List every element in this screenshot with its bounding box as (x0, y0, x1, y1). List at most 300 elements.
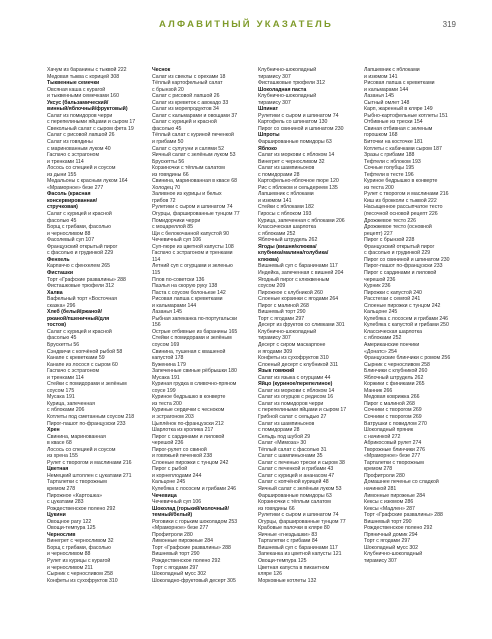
index-entry: Пирог со свининой и шпинатом 230 (364, 256, 450, 263)
index-entry: Рулетики с сыром и шпинатом 74 (258, 112, 339, 119)
index-entry: Картофельно-яблочное пюре 120 (258, 178, 339, 185)
index-entry: Зразы с грибами 188 (364, 152, 415, 159)
index-entry: Свинина, тушеная с квашеной (152, 348, 226, 355)
index-entry: Расстегаи с семгой 241 (364, 296, 421, 303)
index-entry: в квасе 68 (47, 440, 72, 447)
index-entry: Салат с шампиньонами 35 (258, 453, 323, 460)
index-entry: Тарталетки с творожным (47, 479, 107, 486)
index-entry: Творожные блинчики 276 (364, 446, 426, 453)
index-entry: Рисовая лапша с креветками (364, 80, 435, 87)
index-entry: кремом 278 (47, 486, 76, 492)
index-entry: Абрикосовый рулет 274 (364, 440, 422, 447)
index-entry: Огурцы, фаршированные тунцом 77 (258, 518, 346, 525)
index-entry: Кальцоне 245 (152, 479, 186, 486)
index-entry: Морковные котлеты 132 (258, 577, 317, 584)
index-entry: Пирог-рулет со свиной (152, 446, 207, 453)
index-entry: Стейки с яблоками 182 (258, 204, 314, 211)
index-entry: Тарталетки с творожным (364, 459, 424, 466)
index-entry: Отбивные из трески 154 (364, 119, 423, 126)
index-entry: из говядины 66 (258, 505, 295, 512)
index-entry: Вишневый суп с баранинами 117 (258, 544, 338, 551)
index-heading: Язык говяжий (258, 368, 295, 375)
index-entry: Салат «Мимоза» 30 (258, 440, 307, 447)
index-entry: Паэлья на скорую руку 138 (152, 283, 218, 290)
index-entry: с начинкой 272 (364, 433, 401, 440)
index-entry: Стейки с помидорами и зелёным (152, 335, 232, 342)
index-heading: Тыквенные семечки (47, 80, 100, 87)
index-entry: Сырник с черносливом 258 (364, 361, 430, 368)
index-entry: Тефтели в тесте 196 (364, 171, 414, 178)
index-entry: Огурцы, фаршированные тунцом 77 (152, 211, 240, 218)
index-entry: Салат с кальмарами и овощами 37 (152, 112, 238, 119)
page-header (0, 19, 492, 35)
index-entry: Салат с рисовой лапшой 26 (152, 93, 220, 100)
index-entry: Заливное из курицы и белых (152, 191, 222, 198)
index-entry: 115 (152, 269, 161, 276)
index-entry: и кальмарами 144 (152, 302, 197, 309)
index-entry: соусом 169 (152, 341, 180, 348)
index-entry: 156 (152, 322, 161, 329)
index-entry: Овсяная каша с курагой (47, 86, 106, 93)
index-entry: Конфеты из сухофруктов 310 (258, 355, 329, 362)
page-number: 319 (442, 20, 456, 29)
index-entry: Французские блинчики с ромом 256 (364, 355, 451, 362)
index-entry: Пирог со свининой и шпинатом 230 (258, 125, 344, 132)
index-entry: грибов 72 (152, 197, 176, 204)
index-entry: тирамису 307 (364, 558, 397, 565)
index-entry: Свинина, маринованная (47, 433, 106, 440)
index-heading: Фисташки (47, 269, 74, 276)
index-entry: Профитроли 280 (152, 531, 193, 538)
index-entry: Слоеный десерт с клубникой 311 (258, 361, 339, 368)
index-entry: Куриное бедрышко в конверте (152, 394, 226, 401)
index-column-2 (152, 67, 246, 633)
index-entry: Торт с ягодами 297 (258, 315, 305, 322)
index-entry: Роговики с горьким шоколадом 253 (152, 518, 238, 525)
index-entry: Котлеты с кабачками сыром 187 (364, 145, 442, 152)
index-entry: Рыбная запеканка по-португальски (152, 315, 238, 322)
index-entry: и изюмом 141 (258, 197, 292, 204)
index-entry: и тренками 114 (47, 374, 84, 381)
index-entry: (песочной основой рецепт 226 (364, 211, 438, 218)
index-entry: Курник 236 (364, 283, 391, 290)
index-heading: темный/белый) (152, 512, 193, 519)
index-entry: Брускетты 56 (152, 158, 185, 165)
index-heading: Халва (47, 289, 63, 296)
index-entry: Салат с сулугуни и салями 52 (152, 145, 225, 152)
index-heading: Цветная (47, 466, 69, 473)
index-entry: Канапе с креветками 59 (47, 355, 105, 362)
index-entry: «Мраморное» безе 277 (364, 453, 421, 460)
index-entry: кремом 278 (364, 466, 393, 473)
index-entry: Картофель со шпинатом 130 (258, 119, 328, 126)
index-entry: Рулетики с сыром и шпинатом 74 (152, 204, 233, 211)
index-entry: Гаспачо с эстрагоном и тренками (152, 250, 233, 257)
index-entry: Куриные сердечки с чесноком (152, 407, 225, 414)
index-entry: Сочники с творогом 269 (364, 407, 422, 414)
index-entry: Холодец 70 (152, 184, 181, 191)
index-heading: Шпроты (258, 132, 280, 139)
index-column-3 (258, 67, 352, 633)
index-entry: Корзиночки с тёплым салатом (152, 165, 225, 172)
index-entry: Салат из помидоров черри (47, 112, 113, 119)
index-entry: Карпаччо с фенхелем 265 (47, 263, 110, 270)
index-entry: Кексы «Мадлен» 287 (364, 505, 415, 512)
index-entry: Салат с курицей и красной (152, 119, 217, 126)
index-entry: Ягодный пирог с клюквенным (258, 276, 330, 283)
index-heading: Яблоко (258, 145, 277, 152)
index-entry: и черносливом 88 (47, 551, 91, 558)
index-entry: Пирожки с капустой 240 (364, 289, 422, 296)
index-entry: Овощи-темпура 125 (258, 558, 307, 565)
index-entry: с яблоками 252 (364, 335, 402, 342)
index-entry: Корзиночки с тёплым салатом (258, 499, 331, 506)
index-entry: Конфеты из сухофруктов 310 (47, 577, 118, 584)
index-entry: Пирог-пашот по-французски 233 (47, 420, 126, 427)
index-entry: Шоколадный пряник (364, 427, 414, 434)
index-entry: Блинчики с клубникой 260 (364, 368, 428, 375)
index-entry: с фасолью и грудинкой 229 (364, 250, 431, 257)
index-entry: и корнеплодами 244 (152, 472, 202, 479)
index-heading: ржаной/пшеничный/для (47, 315, 110, 322)
index-entry: Лосось со специей и соусом (47, 165, 116, 172)
index-entry: соусе 199 (152, 387, 176, 394)
index-entry: Десерт из фруктов со сливками 301 (258, 322, 345, 329)
index-entry: Запеканка из цветной капусты 121 (258, 551, 342, 558)
index-entry: Пирог с малиной 268 (364, 400, 415, 407)
index-entry: Сырник с черносливом 258 (47, 571, 113, 578)
index-entry: Щи с белокочанной капустой 90 (152, 230, 229, 237)
index-entry: Паста с соусом болоньезе 142 (152, 289, 226, 296)
index-entry: Салат из моркови с яблоком 14 (258, 152, 335, 159)
index-entry: 114 (152, 256, 161, 263)
index-columns (47, 67, 457, 633)
index-entry: Пряничный домик 294 (364, 531, 418, 538)
index-entry: Торт «Графские развалины» 288 (152, 544, 231, 551)
index-entry: Кулебяка с капустой и грибами 250 (364, 322, 449, 329)
index-entry: Торт с ягодами 297 (152, 564, 199, 571)
index-entry: Мусака 191 (152, 374, 180, 381)
index-entry: Лапшевник с яблоками (258, 191, 314, 198)
index-entry: Салат из шампиньонов (258, 420, 315, 427)
index-entry: Лимонные пирожные 284 (364, 492, 426, 499)
index-entry: Тёплый салат с куриной печенкой (152, 132, 234, 139)
index-entry: Тарталетки с грибами 84 (258, 538, 318, 545)
index-entry: с перепелиными яйцами и сыром 17 (47, 119, 136, 126)
index-entry: Пирожное с клубникой 260 (258, 289, 323, 296)
index-entry: Лазанья 145 (152, 309, 182, 316)
index-entry: Тёплый салат с фасолью 31 (258, 446, 327, 453)
index-entry: Клубнично-шоколадный (364, 551, 423, 558)
index-entry: Борщ с грибами, фасолью (47, 224, 111, 231)
index-entry: Куриное бедрышко в конверте (364, 178, 438, 185)
index-entry: Пирог-пашот по-французски 233 (364, 263, 443, 270)
index-entry: Хачум из баранины с тыквой 222 (47, 67, 127, 73)
index-entry: Шоколадно-фруктовый десерт 305 (152, 577, 236, 584)
index-entry: Салат с курицей и красной (47, 328, 112, 335)
index-entry: Гаспачо с эстрагоном (47, 368, 100, 375)
index-heading: консервированная/ (47, 197, 98, 204)
index-entry: Кексы с изюмом 286 (364, 499, 414, 506)
index-entry: Коржики с финиками 265 (364, 381, 425, 388)
index-entry: Курица, запеченная с яблоками 206 (258, 217, 345, 224)
index-entry: и говяжьей печенкой 238 (152, 453, 213, 460)
index-entry: Рис с яблоком и сельдереем 135 (258, 184, 338, 191)
index-heading: Чернослив (47, 531, 76, 538)
index-entry: и тыквенными семечками 160 (47, 93, 119, 100)
index-entry: Рулет из курицы с курагой (47, 558, 111, 565)
index-heading: Уксус (бальзамический/ (47, 99, 109, 106)
index-heading: Шоколад (горький/молочный/ (152, 505, 229, 512)
index-entry: Чечевичный суп 106 (152, 499, 202, 506)
index-entry: Суп-пюре из цветной капусты 108 (152, 243, 234, 250)
index-heading: Фенхель (47, 256, 70, 263)
index-heading: Чечевица (152, 492, 177, 499)
index-entry: Американские пончики (364, 341, 420, 348)
index-entry: Рисовая лапша с креветками (152, 296, 223, 303)
index-entry: Киш из брокколи с тыквой 222 (364, 197, 437, 204)
index-entry: «Мраморное» безе 277 (152, 525, 209, 532)
index-entry: Торт с ягодами 297 (364, 538, 411, 545)
index-entry: Слоеные пирожки с тунцом 242 (152, 459, 229, 466)
index-entry: Ватрушки с повидлом 270 (364, 420, 427, 427)
index-entry: и черносливом 211 (47, 564, 93, 571)
index-entry: Индейка, запеченная с вишней 204 (258, 269, 344, 276)
index-entry: Свинина, маринованная в квасе 68 (152, 178, 237, 185)
index-entry: «Донатс» 254 (364, 348, 397, 355)
index-entry: с яблоками 252 (258, 230, 296, 237)
index-entry: Помидорчики черри (152, 217, 201, 224)
index-entry: Десерт с сиром маскарпоне (258, 341, 326, 348)
index-title: АЛФАВИТНЫЙ УКАЗАТЕЛЬ (158, 19, 334, 30)
index-entry: Пирог с брынзой 228 (364, 237, 415, 244)
index-entry: Яичный салат с зелёным луком 53 (258, 486, 342, 492)
index-entry: Буженина 179 (152, 361, 186, 368)
index-entry: Фисташковые трюфели 312 (47, 283, 114, 290)
index-entry: капустой 178 (152, 355, 184, 362)
index-entry: из говядины 66 (152, 171, 189, 178)
index-entry: Фисташковые трюфели 312 (258, 80, 325, 87)
index-entry: черешой 236 (364, 276, 396, 283)
index-entry: фасолью 45 (152, 125, 182, 132)
index-entry: Клубнично-шоколадный (258, 93, 317, 100)
index-entry: Лапшевник с яблоками (364, 67, 420, 73)
index-entry: Винегрет с черносливом 32 (47, 538, 114, 545)
index-entry: Салат с курицей и ананасом 47 (258, 472, 335, 479)
index-entry: Рождественское полено 292 (152, 558, 221, 565)
index-entry: рецепт) 227 (364, 230, 393, 237)
index-entry: Салат из языка с огурцами 44 (258, 374, 331, 381)
index-entry: Кулебяка с лососем и грибами 246 (364, 315, 449, 322)
index-entry: Курица, запеченная (47, 400, 95, 407)
index-entry: Гиросы с яблоком 193 (258, 211, 312, 218)
index-entry: Салат с печенкой и грибами 43 (258, 466, 334, 473)
index-heading: Фасоль (красная (47, 191, 91, 198)
index-entry: Рождественское полено 292 (47, 505, 116, 512)
index-entry: Рулет с творогом и маслинами 216 (47, 459, 132, 466)
index-entry: Шоколадный мусс 302 (152, 571, 207, 578)
index-entry: Летний суп с огурцами и зеленью (152, 263, 233, 270)
index-entry: Цветная капуста в пикантном (258, 564, 330, 571)
index-entry: Манник 266 (364, 387, 393, 394)
index-entry: Пирог с малиной 268 (258, 302, 309, 309)
index-entry: тирамису 307 (258, 73, 291, 80)
index-entry: Медальоны с красным луком 164 (47, 178, 128, 185)
index-entry: и эстрагоном 203 (152, 413, 194, 420)
index-entry: Салат с рисовой лапшой 26 (47, 132, 115, 139)
index-entry: Французский открытый пирог (364, 243, 435, 250)
index-entry: Клубнично-шоколадный (258, 328, 317, 335)
index-entry: Салат с копчёной курицей 48 (258, 479, 329, 486)
index-entry: Яблочный штрудель 262 (258, 237, 318, 244)
index-heading: Цукини (47, 512, 66, 519)
index-entry: Свиная отбивная с зеленым (364, 125, 433, 132)
index-entry: Салат из шампиньонов (258, 165, 315, 172)
index-entry: Сельдь под шубой 29 (258, 433, 311, 440)
index-entry: Сэндвичи с копчёной рыбой 58 (47, 348, 123, 355)
index-entry: с помидорами 28 (258, 427, 300, 434)
index-entry: начинкой 281 (364, 486, 397, 492)
index-entry: Фаршированные помидоры 63 (258, 492, 332, 499)
index-entry: Яичные «гнездышки» 83 (258, 531, 318, 538)
index-entry: Карп, жаренный в кляре 149 (364, 106, 433, 113)
index-heading: Хлеб (белый/ржаной/ (47, 309, 102, 316)
index-entry: из теста 200 (152, 400, 182, 407)
index-entry: Пирог с сардинами и лиловой (152, 433, 225, 440)
index-entry: Запеченные свиные рёбрышки 180 (152, 368, 237, 375)
index-entry: Немецкий штоллен с цукатами 271 (47, 472, 132, 479)
index-entry: Фаршированные помидоры 63 (258, 139, 332, 146)
index-entry: Медовая тыква с корицей 308 (47, 73, 120, 80)
index-entry: Классическая шарлотка (364, 328, 422, 335)
index-entry: «Мраморное» безе 277 (47, 184, 104, 191)
index-entry: Шарлотка из кролика 217 (152, 427, 214, 434)
index-entry: Плов по-советски 136 (152, 276, 205, 283)
index-entry: тирамису 307 (258, 335, 291, 342)
index-entry: Клубнично-шоколадный (258, 67, 317, 73)
index-heading: Чеснок (152, 67, 171, 73)
index-entry: с яблоками 206 (47, 407, 85, 414)
index-entry: Рождественское полено 292 (364, 525, 433, 532)
index-entry: и ягодами 309 (258, 348, 293, 355)
index-entry: из хрена 155 (47, 453, 78, 460)
index-entry: Слоеные корзинки с ягодами 264 (258, 296, 339, 303)
index-entry: и черносливом 88 (47, 230, 91, 237)
index-heading: Шпинат (258, 106, 279, 113)
index-entry: Кулебяка с лососем и грибами 246 (152, 486, 237, 492)
index-entry: Мусака 191 (47, 394, 75, 401)
index-entry: Брускетты 56 (47, 341, 80, 348)
index-entry: и кальмарами 144 (364, 86, 409, 93)
index-heading: винный/яблочный/фруктовый) (47, 106, 128, 113)
index-entry: Насыщенное рассыпчатое тесто (364, 204, 443, 211)
index-entry: горошком 168 (364, 132, 398, 139)
index-entry: Салат с курицей и красной (47, 211, 112, 218)
index-entry: из дыни 155 (47, 171, 77, 178)
index-entry: Тефтели с яблоком 193 (364, 158, 421, 165)
index-entry: Вишневый торт 290 (152, 551, 200, 558)
index-entry: Лазанья 145 (364, 93, 394, 100)
index-entry: и тренками 114 (47, 158, 84, 165)
index-column-1 (47, 67, 141, 633)
index-entry: из теста 200 (364, 184, 394, 191)
index-entry: Кальцоне 245 (364, 309, 398, 316)
index-entry: Сочные голубцы 195 (364, 165, 415, 172)
index-entry: Салат из свеклы с орехами 18 (152, 73, 226, 80)
index-entry: Пирожное «Картошка» (47, 492, 102, 499)
index-entry: Вишневый суп с баранинами 117 (258, 263, 338, 270)
index-entry: Борщ с грибами, фасолью (47, 544, 111, 551)
index-entry: с перепелиными яйцами и сыром 17 (258, 407, 347, 414)
index-entry: с маринованным луком 40 (47, 145, 111, 152)
index-entry: тирамису 307 (258, 99, 291, 106)
index-column-4 (364, 67, 458, 633)
index-entry: Салат из морепродуктов 34 (152, 106, 219, 113)
index-heading: Яйцо (куриное/перепелиное) (258, 381, 333, 388)
index-entry: Крабовые палочки в кляре 80 (258, 525, 330, 532)
index-entry: Профитроли 280 (364, 472, 405, 479)
index-entry: соусом 175 (47, 387, 75, 394)
index-entry: и изюмом 141 (364, 73, 398, 80)
index-entry: Салат из помидоров черри (258, 400, 324, 407)
index-entry: Яблочный штрудель 262 (364, 374, 424, 381)
index-entry: соусом 209 (258, 283, 286, 290)
index-entry: Цыплёнок по-французски 212 (152, 420, 224, 427)
index-entry: Шоколадный мусс 302 (364, 544, 419, 551)
index-entry: сказка» 296 (47, 302, 76, 309)
index-entry: черешой 236 (152, 440, 184, 447)
index-heading: Хрен (47, 427, 60, 434)
index-entry: Куриная грудка в сливочно-пряном (152, 381, 237, 388)
index-entry: Биточки на косточке 181 (364, 139, 423, 146)
index-entry: Овощное рагу 122 (47, 518, 92, 525)
index-entry: с цукатами 283 (47, 499, 84, 506)
index-entry: Стейки с помидорами и зелёным (47, 381, 127, 388)
index-entry: Гаспачо с эстрагоном (47, 152, 100, 159)
index-entry: Рыбно-картофельные котлеты 151 (364, 112, 448, 119)
index-entry: с помидорами 28 (258, 171, 300, 178)
index-entry: Овощи-темпура 125 (47, 525, 96, 532)
index-heading: клубника/малина/голубика/ (258, 250, 329, 257)
index-entry: Пирог с сардинами и лиловой (364, 269, 437, 276)
index-entry: Винегрет с черносливом 32 (258, 158, 325, 165)
index-entry: Салат из говядины (47, 139, 93, 146)
index-heading: тостов) (47, 322, 67, 329)
index-entry: с брынзой 20 (152, 86, 184, 93)
index-heading: Ягоды (вишня/клюква/ (258, 243, 317, 250)
index-entry: Торт «Графские развалины» 288 (364, 512, 443, 519)
index-entry: Котлеты под сметанным соусом 218 (47, 413, 135, 420)
index-entry: с моцареллой 85 (152, 224, 194, 231)
index-heading: клюква) (258, 256, 279, 263)
index-entry: Дрожжевое тесто 226 (364, 217, 417, 224)
index-entry: Рулетики с сыром и шпинатом 74 (258, 512, 339, 519)
index-entry: Рулет с творогом и маслинами 216 (364, 191, 449, 198)
index-entry: Чечевичный суп 106 (152, 237, 202, 244)
index-entry: Свекольный салат с сыром фета 19 (47, 125, 134, 132)
index-entry: Дрожжевое тесто (основной (364, 224, 432, 231)
index-entry: Домашнее печенье со сладкой (364, 479, 439, 486)
index-entry: кляре 126 (258, 571, 283, 578)
index-entry: фасолью 45 (47, 335, 77, 342)
index-entry: Торт «Графские развалины» 288 (47, 276, 126, 283)
index-entry: Тёплый картофельный салат (152, 80, 223, 87)
index-entry: Лосось со специей и соусом (47, 446, 116, 453)
index-entry: фасолью 45 (47, 217, 77, 224)
index-entry: Медовая коврижка 266 (364, 394, 420, 401)
index-entry: Фасолевый суп 107 (47, 237, 95, 244)
index-entry: Вишневый торт 290 (258, 309, 306, 316)
